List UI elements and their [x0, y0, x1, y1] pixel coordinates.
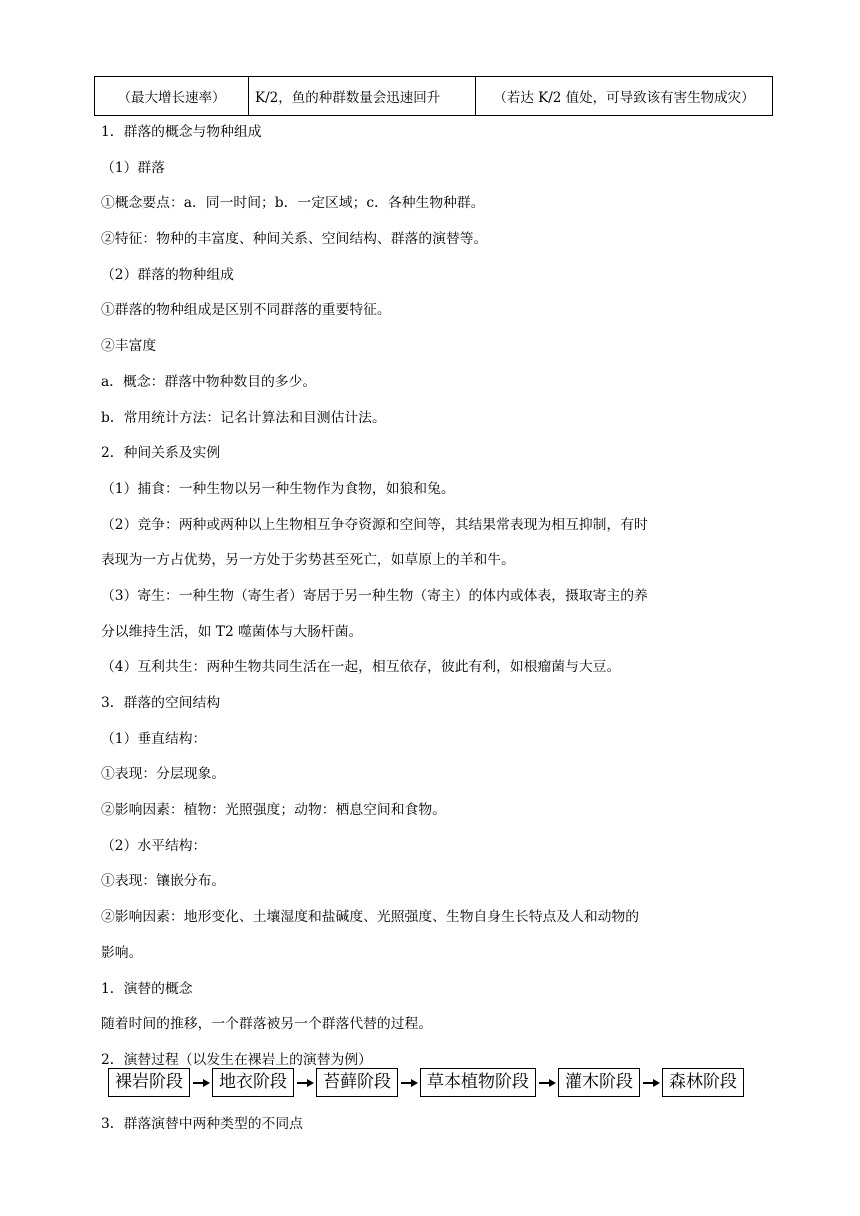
succession-flowchart	[108, 1068, 744, 1097]
arrow-right-icon	[191, 1069, 211, 1096]
arrow-right-icon	[537, 1069, 557, 1096]
text-line: 1．演替的概念	[101, 980, 193, 997]
text-line: b．常用统计方法：记名计算法和目测估计法。	[101, 409, 386, 426]
text-line: 1．群落的概念与物种组成	[101, 124, 262, 140]
continuation-table	[94, 76, 773, 116]
text-line: （4）互利共生：两种生物共同生活在一起，相互依存，彼此有利，如根瘤菌与大豆。	[101, 659, 621, 676]
table-row	[95, 77, 773, 116]
text-line: ②特征：物种的丰富度、种间关系、空间结构、群落的演替等。	[101, 231, 488, 248]
text-line: ②影响因素：地形变化、土壤湿度和盐碱度、光照强度、生物自身生长特点及人和动物的	[101, 909, 640, 926]
arrow-right-icon	[399, 1069, 419, 1096]
text-line: （1）群落	[101, 159, 165, 176]
text-line: 3．群落的空间结构	[101, 695, 221, 711]
table-cell: （若达 K/2 值处，可导致该有害生物成灾）	[476, 77, 773, 116]
stage-box: 裸岩阶段	[108, 1068, 190, 1097]
text-line: 2．演替过程（以发生在裸岩上的演替为例）	[101, 1051, 372, 1068]
text-line: （1）垂直结构：	[101, 730, 207, 747]
arrow-right-icon	[641, 1069, 661, 1096]
stage-box: 苔藓阶段	[316, 1068, 398, 1097]
text-line: （2）群落的物种组成	[101, 266, 234, 283]
text-line: （2）水平结构：	[101, 837, 207, 854]
text-line: ①表现：分层现象。	[101, 766, 226, 783]
table-cell: （最大增长速率）	[95, 77, 249, 116]
text-line: 表现为一方占优势，另一方处于劣势甚至死亡，如草原上的羊和牛。	[101, 552, 515, 569]
text-line: ①表现：镶嵌分布。	[101, 873, 226, 890]
text-line: ②影响因素：植物：光照强度；动物：栖息空间和食物。	[101, 802, 446, 819]
table-cell: K/2，鱼的种群数量会迅速回升	[249, 77, 476, 116]
text-line: （2）竞争：两种或两种以上生物相互争夺资源和空间等，其结果常表现为相互抑制，有时	[101, 516, 648, 533]
text-line: ①群落的物种组成是区别不同群落的重要特征。	[101, 302, 391, 319]
arrow-right-icon	[295, 1069, 315, 1096]
text-line: 分以维持生活，如 T2 噬菌体与大肠杆菌。	[101, 623, 363, 640]
stage-box: 草本植物阶段	[420, 1068, 536, 1097]
text-line: 随着时间的推移，一个群落被另一个群落代替的过程。	[101, 1016, 433, 1033]
text-line: 2．种间关系及实例	[101, 445, 221, 462]
section-heading: 3．群落演替中两种类型的不同点	[101, 1116, 303, 1132]
text-line: （1）捕食：一种生物以另一种生物作为食物，如狼和兔。	[101, 480, 455, 497]
text-line: （3）寄生：一种生物（寄生者）寄居于另一种生物（寄主）的体内或体表，摄取寄主的养	[101, 587, 648, 604]
body-text	[101, 115, 741, 1079]
stage-box: 灌木阶段	[558, 1068, 640, 1097]
text-line: ①概念要点：a．同一时间；b．一定区域；c．各种生物种群。	[101, 195, 485, 212]
stage-box: 地衣阶段	[212, 1068, 294, 1097]
text-line: ②丰富度	[101, 338, 157, 355]
stage-box: 森林阶段	[662, 1068, 744, 1097]
text-line: a．概念：群落中物种数目的多少。	[101, 373, 317, 390]
text-line: 影响。	[101, 944, 143, 961]
